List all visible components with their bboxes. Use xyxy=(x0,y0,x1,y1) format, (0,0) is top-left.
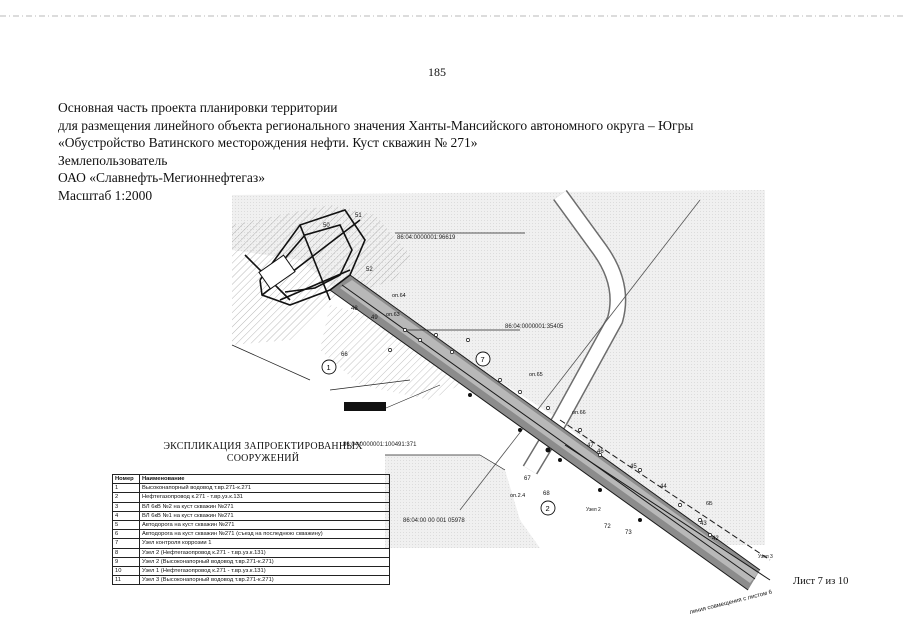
row-number: 10 xyxy=(113,566,140,575)
title-line: «Обустройство Ватинского месторождения нефти. Куст скважин № 271» xyxy=(58,135,478,150)
header-name: Наименование xyxy=(140,475,390,484)
row-number: 9 xyxy=(113,557,140,566)
explication-title-line: ЭКСПЛИКАЦИЯ ЗАПРОЕКТИРОВАННЫХ xyxy=(163,441,363,452)
row-name: Узел 1 (Нефтегазопровод к.271 - т.вр.уз.к.131) xyxy=(140,566,390,575)
row-number: 7 xyxy=(113,539,140,548)
row-name: ВЛ 6кВ №1 на куст скважин №271 xyxy=(140,511,390,520)
row-number: 1 xyxy=(113,484,140,493)
explication-row xyxy=(113,530,390,539)
point-number: 68 xyxy=(543,491,550,497)
row-number: 8 xyxy=(113,548,140,557)
parcel-label: 86:04:0000001:96619 xyxy=(397,235,456,241)
point-number: 42 xyxy=(712,536,719,542)
explication-row xyxy=(113,576,390,585)
row-name: Автодорога на куст скважин №271 (съезд на последнюю скважину) xyxy=(140,530,390,539)
point-number: 47 xyxy=(587,443,594,449)
explication-row xyxy=(113,502,390,511)
explication-row xyxy=(113,566,390,575)
callout-number: 1 xyxy=(326,363,331,372)
callout-number: 2 xyxy=(545,504,550,513)
row-number: 2 xyxy=(113,493,140,502)
point-number: 67 xyxy=(524,476,531,482)
row-name: Высоконапорный водовод т.вр.271-к.271 xyxy=(140,484,390,493)
parcel-area xyxy=(385,455,540,548)
explication-row xyxy=(113,484,390,493)
callout-7 xyxy=(476,352,490,366)
explication-header-row xyxy=(113,475,390,484)
explication-row xyxy=(113,520,390,529)
land-user-name: ОАО «Славнефть-Мегионнефтегаз» xyxy=(58,170,266,185)
row-name: Нефтегазопровод к.271 - т.вр.уз.к.131 xyxy=(140,493,390,502)
row-name: Автодорога на куст скважин №271 xyxy=(140,520,390,529)
row-number: 3 xyxy=(113,502,140,511)
point-number: 52 xyxy=(366,267,373,273)
title-line: для размещения линейного объекта регионального значения Ханты-Мансийского автономного округа – Югры xyxy=(58,117,694,133)
match-line-note: линия совмещения с листом 6 xyxy=(689,589,773,616)
point-number: 73 xyxy=(625,530,632,536)
point-number: 66 xyxy=(341,352,348,358)
row-name: Узел 2 (Нефтегазопровод к.271 - т.вр.уз.к.131) xyxy=(140,548,390,557)
survey-point-label: оп.64 xyxy=(392,293,406,299)
explication-row xyxy=(113,539,390,548)
sheet-number: Лист 7 из 10 xyxy=(793,576,849,587)
survey-point-label: оп.63 xyxy=(386,312,400,318)
callout-number: 7 xyxy=(480,355,485,364)
point-number: 43 xyxy=(700,521,707,527)
survey-point-label: оп.66 xyxy=(572,410,586,416)
point-number: 46 xyxy=(597,449,604,455)
row-number: 4 xyxy=(113,511,140,520)
row-number: 6 xyxy=(113,530,140,539)
explication-title-line: СООРУЖЕНИЙ xyxy=(226,453,300,464)
survey-point-label: оп.65 xyxy=(529,372,543,378)
page-number: 185 xyxy=(428,65,446,79)
callout-2 xyxy=(541,501,555,515)
row-number: 11 xyxy=(113,576,140,585)
land-user-label: Землепользователь xyxy=(58,152,168,168)
explication-title xyxy=(148,441,378,465)
header-number: Номер xyxy=(113,475,140,484)
row-name: Узел контроля коррозии 1 xyxy=(140,539,390,548)
point-number: 45 xyxy=(630,464,637,470)
explication-row xyxy=(113,493,390,502)
title-line: Основная часть проекта планировки территории xyxy=(58,100,338,115)
row-name: Узел 2 (Высоконапорный водовод т.вр.271-к.271) xyxy=(140,557,390,566)
survey-point-label: оп.2.4 xyxy=(510,493,526,499)
row-name: Узел 3 (Высоконапорный водовод т.вр.271-к.271) xyxy=(140,576,390,585)
point-number: 48 xyxy=(351,306,358,312)
node-label: Узел 3 xyxy=(758,554,773,560)
explication-table xyxy=(112,474,390,585)
row-name: ВЛ 6кВ №2 на куст скважин №271 xyxy=(140,502,390,511)
map-tag-box xyxy=(344,402,386,411)
parcel-label: 86:04:0000001:100491:371 xyxy=(343,442,417,448)
scale-label: Масштаб 1:2000 xyxy=(58,187,153,203)
point-number: 49 xyxy=(371,315,378,321)
explication-row xyxy=(113,557,390,566)
node-label: Узел 2 xyxy=(586,507,601,513)
row-number: 5 xyxy=(113,520,140,529)
callout-1 xyxy=(322,360,336,374)
parcel-label: 86:04:00 00 001 05978 xyxy=(403,518,465,524)
point-number: 50 xyxy=(323,223,330,229)
point-number: 44 xyxy=(660,484,667,490)
survey-point-label: 6Б xyxy=(706,501,713,507)
explication-row xyxy=(113,511,390,520)
parcel-label: 86:04:0000001:35405 xyxy=(505,324,564,330)
point-number: 72 xyxy=(604,524,611,530)
point-number: 51 xyxy=(355,213,362,219)
explication-row xyxy=(113,548,390,557)
